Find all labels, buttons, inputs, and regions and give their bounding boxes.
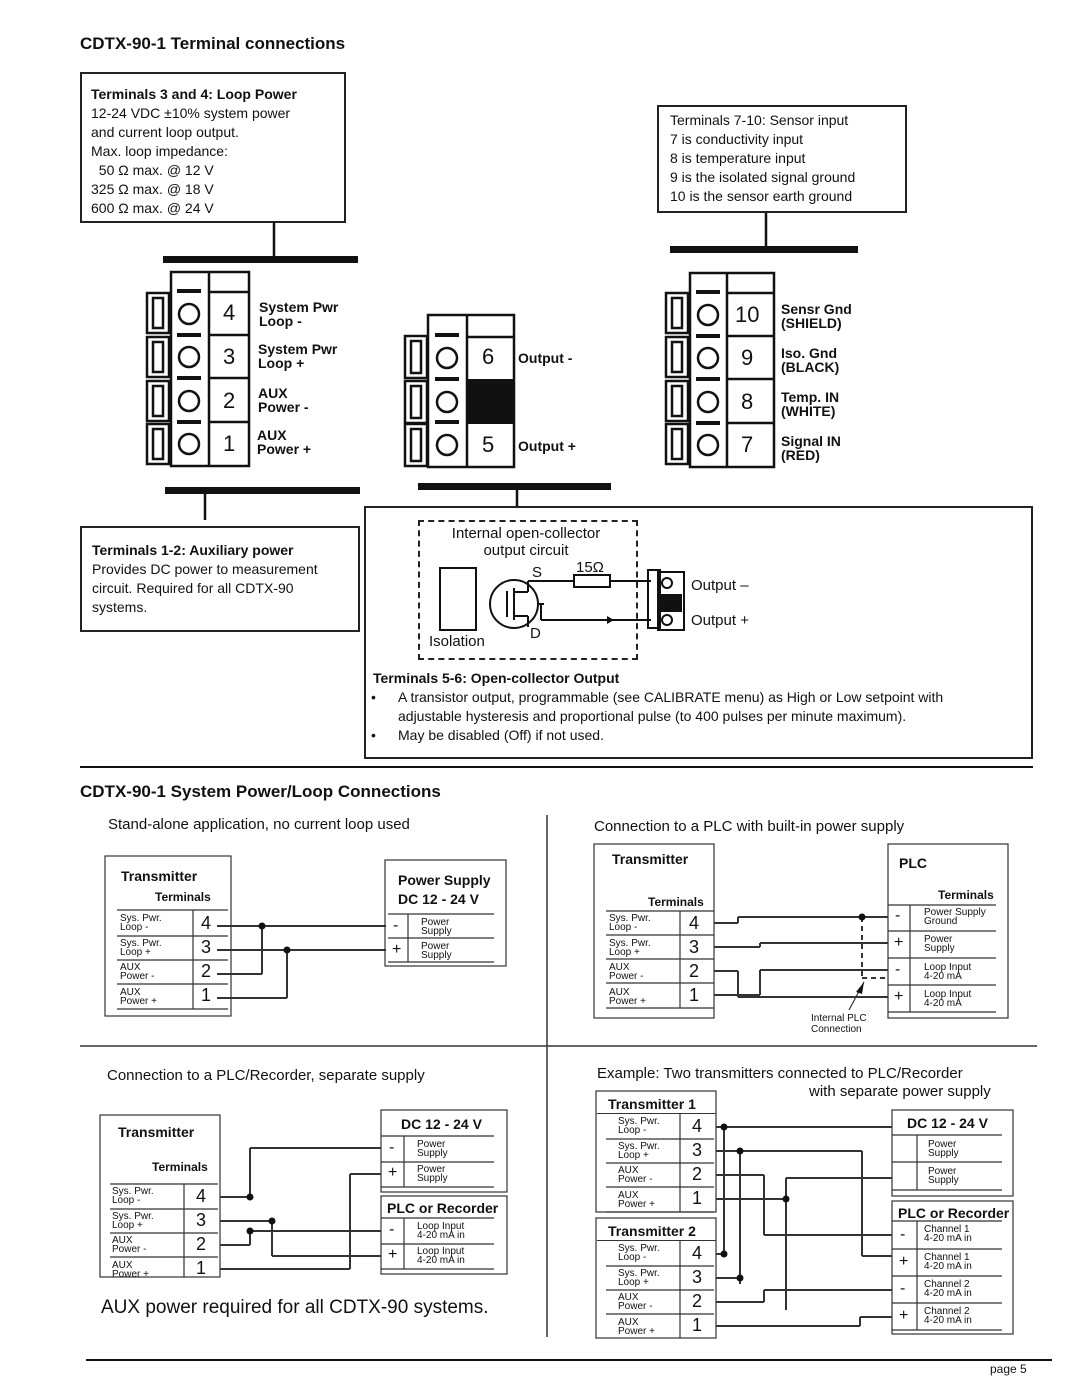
row-label: Sys. Pwr. [618,1243,660,1254]
terminal-label: (WHITE) [781,403,836,419]
polarity-mark: + [899,1253,909,1270]
terminal-number: 1 [689,985,700,1005]
polarity-mark: + [388,1164,398,1181]
terminal-number: 3 [692,1140,703,1160]
row-label: Loop Input [417,1221,465,1232]
q2-transmitter-title: Transmitter [612,851,689,867]
row-label: AUX [618,1292,639,1303]
bullet-mark: • [371,727,376,743]
row-label: Sys. Pwr. [112,1211,154,1222]
terminal-number: 3 [692,1267,703,1287]
row-label: Loop - [618,1125,647,1136]
row-label: Sys. Pwr. [120,938,162,949]
row-label: Power + [120,996,157,1007]
row-label: Loop - [120,922,149,933]
terminal-label: System Pwr [258,341,338,357]
row-label: Supply [928,1175,959,1186]
q1-caption: Stand-alone application, no current loop used [108,816,410,833]
row-label: 4-20 mA in [924,1288,972,1299]
row-label: Power + [609,996,646,1007]
bullet-mark: • [371,689,376,705]
row-label: Sys. Pwr. [112,1186,154,1197]
row-label: Power Supply [924,907,986,918]
row-label: Channel 1 [924,1224,970,1235]
terminal-label: (SHIELD) [781,315,842,331]
terminal-number: 4 [223,300,236,325]
terminal-number: 8 [741,389,754,414]
row-label: Power + [618,1326,655,1337]
polarity-mark: - [895,961,901,978]
q3-caption: Connection to a PLC/Recorder, separate supply [107,1067,425,1084]
row-label: AUX [120,962,141,973]
row-label: Power + [112,1269,149,1280]
q3-terminals-label: Terminals [152,1160,208,1174]
terminal-label: System Pwr [259,299,339,315]
row-label: Power - [618,1174,653,1185]
terminal-label: Power + [257,441,312,457]
terminal-label: Output - [518,350,573,366]
plc-terminals-label: Terminals [938,888,994,902]
terminal-number: 3 [196,1210,207,1230]
loop-line: Max. loop impedance: [91,143,228,159]
sensor-line: Terminals 7-10: Sensor input [670,112,849,128]
loop-line: 325 Ω max. @ 18 V [91,181,214,197]
sensor-line: 7 is conductivity input [670,131,804,147]
dc-title: DC 12 - 24 V [907,1115,988,1131]
terminal-number: 2 [201,961,212,981]
row-label: Power [417,1139,446,1150]
terminal-number: 4 [692,1116,703,1136]
transmitter-1-title: Transmitter 1 [608,1096,696,1112]
terminal-number: 1 [692,1188,703,1208]
row-label: Loop Input [417,1246,465,1257]
polarity-mark: - [895,907,901,924]
row-label: Loop + [609,947,640,958]
page-number: page 5 [990,1362,1027,1376]
output-minus-label: Output – [691,577,749,594]
drain-label: D [530,625,541,642]
q2-caption: Connection to a PLC with built-in power supply [594,818,905,835]
row-label: AUX [112,1235,133,1246]
resistor-label: 15Ω [576,559,604,576]
row-label: 4-20 mA in [417,1230,465,1241]
row-label: 4-20 mA in [924,1233,972,1244]
row-label: Power [924,934,953,945]
q3-transmitter-title: Transmitter [118,1124,195,1140]
row-label: Loop Input [924,989,972,1000]
terminal-number: 4 [196,1186,207,1206]
terminal-number: 1 [201,985,212,1005]
terminal-label: Output + [518,438,576,454]
row-label: Channel 2 [924,1306,970,1317]
row-label: Power [928,1139,957,1150]
row-label: Power - [618,1301,653,1312]
row-label: Power - [112,1244,147,1255]
row-label: Supply [924,943,955,954]
terminal-label: (BLACK) [781,359,840,375]
loop-line: 50 Ω max. @ 12 V [91,162,214,178]
terminal-label: Loop + [258,355,305,371]
q2-terminals-label: Terminals [648,895,704,909]
terminal-label: Signal IN [781,433,841,449]
row-label: Power - [120,971,155,982]
transmitter-2-title: Transmitter 2 [608,1223,696,1239]
sensor-line: 9 is the isolated signal ground [670,169,856,185]
row-label: 4-20 mA in [924,1261,972,1272]
loop-line: 12-24 VDC ±10% system power [91,105,291,121]
polarity-mark: + [388,1246,398,1263]
polarity-mark: - [389,1139,395,1156]
ps-title: DC 12 - 24 V [398,891,479,907]
dc-title: DC 12 - 24 V [401,1116,482,1132]
row-label: Loop - [112,1195,141,1206]
polarity-mark: - [900,1280,906,1297]
circuit-title-line: Internal open-collector [451,525,601,542]
row-label: Loop + [618,1150,649,1161]
terminal-label: Loop - [259,313,302,329]
row-label: Sys. Pwr. [618,1116,660,1127]
row-label: Sys. Pwr. [120,913,162,924]
row-label: Supply [417,1148,448,1159]
terminal-number: 1 [223,431,236,456]
q1-transmitter-title: Transmitter [121,868,198,884]
isolation-label: Isolation [429,633,485,650]
q1-terminals-label: Terminals [155,890,211,904]
q4-caption: Example: Two transmitters connected to PLC/Recorder [597,1065,963,1082]
row-label: AUX [618,1190,639,1201]
row-label: Sys. Pwr. [618,1141,660,1152]
terminal-number: 2 [196,1234,207,1254]
row-label: Loop - [618,1252,647,1263]
aux-line: circuit. Required for all CDTX-90 [92,580,294,596]
polarity-mark: + [894,988,904,1005]
terminal-number: 4 [689,913,700,933]
polarity-mark: + [392,941,402,958]
oc-heading: Terminals 5-6: Open-collector Output [373,670,620,686]
terminal-number: 1 [692,1315,703,1335]
terminal-number: 3 [689,937,700,957]
loop-power-heading: Terminals 3 and 4: Loop Power [91,86,297,102]
terminal-number: 6 [482,344,495,369]
row-label: 4-20 mA [924,971,962,982]
row-label: Supply [417,1173,448,1184]
row-label: Power [421,917,450,928]
terminal-label: Power - [258,399,309,415]
row-label: AUX [609,962,630,973]
plc-note: Internal PLC [811,1013,867,1024]
terminal-number: 4 [201,913,212,933]
circuit-title-line: output circuit [483,542,569,559]
row-label: AUX [120,987,141,998]
row-label: Power + [618,1199,655,1210]
plc-title: PLC [899,855,927,871]
row-label: Loop Input [924,962,972,973]
terminal-label: (RED) [781,447,820,463]
row-label: Power - [609,971,644,982]
polarity-mark: - [900,1226,906,1243]
terminal-number: 7 [741,432,754,457]
aux-line: Provides DC power to measurement [92,561,318,577]
ps-title: Power Supply [398,872,491,888]
terminal-number: 2 [689,961,700,981]
bullet-text: adjustable hysteresis and proportional pulse (to 400 pulses per minute maximum). [398,708,907,724]
row-label: Supply [421,950,452,961]
terminal-number: 5 [482,432,495,457]
row-label: 4-20 mA in [417,1255,465,1266]
polarity-mark: - [393,917,399,934]
bullet-text: May be disabled (Off) if not used. [398,727,604,743]
terminal-number: 3 [201,937,212,957]
terminal-number: 9 [741,345,754,370]
terminal-number: 2 [692,1291,703,1311]
row-label: Power [417,1164,446,1175]
row-label: Power [928,1166,957,1177]
terminal-label: Iso. Gnd [781,345,837,361]
polarity-mark: + [899,1307,909,1324]
terminal-label: AUX [258,385,288,401]
section1-title: CDTX-90-1 Terminal connections [80,34,346,53]
section2-title: CDTX-90-1 System Power/Loop Connections [80,782,441,801]
row-label: Channel 1 [924,1252,970,1263]
source-label: S [532,564,543,581]
polarity-mark: - [389,1221,395,1238]
row-label: AUX [618,1317,639,1328]
polarity-mark: + [894,934,904,951]
terminal-label: Temp. IN [781,389,840,405]
row-label: Sys. Pwr. [618,1268,660,1279]
terminal-number: 1 [196,1258,207,1278]
row-label: Supply [421,926,452,937]
terminal-label: AUX [257,427,287,443]
plc-title: PLC or Recorder [898,1205,1010,1221]
loop-line: and current loop output. [91,124,239,140]
bullet-text: A transistor output, programmable (see CALIBRATE menu) as High or Low setpoint with [398,689,944,705]
row-label: AUX [112,1260,133,1271]
sensor-line: 8 is temperature input [670,150,806,166]
row-label: Channel 2 [924,1279,970,1290]
row-label: Sys. Pwr. [609,913,651,924]
output-plus-label: Output + [691,612,749,629]
aux-line: systems. [92,599,148,615]
terminal-number: 2 [223,388,236,413]
terminal-number: 3 [223,344,236,369]
terminal-number: 4 [692,1243,703,1263]
row-label: Loop + [618,1277,649,1288]
plc-note: Connection [811,1024,862,1035]
terminal-label: Sensr Gnd [781,301,852,317]
terminal-number: 2 [692,1164,703,1184]
row-label: Supply [928,1148,959,1159]
row-label: AUX [618,1165,639,1176]
row-label: Sys. Pwr. [609,938,651,949]
row-label: 4-20 mA in [924,1315,972,1326]
row-label: Ground [924,916,958,927]
row-label: Power [421,941,450,952]
row-label: Loop + [120,947,151,958]
loop-line: 600 Ω max. @ 24 V [91,200,214,216]
row-label: Loop - [609,922,638,933]
row-label: 4-20 mA [924,998,962,1009]
row-label: Loop + [112,1220,143,1231]
q4-caption: with separate power supply [809,1083,991,1100]
plc-title: PLC or Recorder [387,1200,499,1216]
aux-power-note: AUX power required for all CDTX-90 systems. [101,1297,489,1318]
aux-heading: Terminals 1-2: Auxiliary power [92,542,294,558]
terminal-number: 10 [735,302,760,327]
row-label: AUX [609,987,630,998]
sensor-line: 10 is the sensor earth ground [670,188,853,204]
